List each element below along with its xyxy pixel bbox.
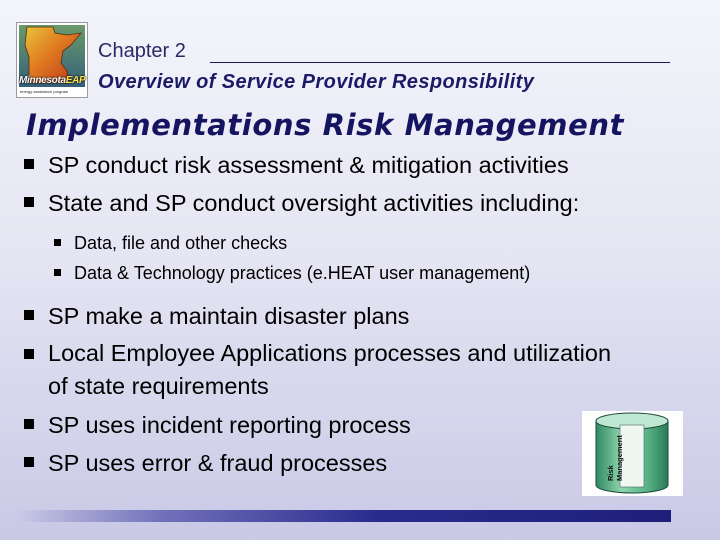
top-bullet-list	[24, 146, 684, 222]
sub-bullet-item: Data, file and other checks	[54, 228, 530, 258]
footer-bar	[16, 510, 671, 522]
bullet-item: SP make a maintain disaster plans	[24, 297, 684, 335]
chapter-underline	[210, 62, 670, 63]
chapter-label: Chapter 2	[98, 40, 186, 62]
badge-label: Risk Management	[606, 435, 624, 481]
square-bullet-icon	[54, 269, 61, 276]
bullet-item: State and SP conduct oversight activities including:	[24, 184, 684, 222]
logo-tagline: energy assistance program	[20, 89, 69, 94]
square-bullet-icon	[24, 197, 34, 207]
minnesota-eap-logo	[16, 22, 88, 98]
square-bullet-icon	[24, 457, 34, 467]
square-bullet-icon	[24, 310, 34, 320]
cylinder-icon	[582, 411, 683, 496]
slide-title: Implementations Risk Management	[26, 108, 625, 142]
risk-management-badge	[582, 411, 683, 496]
bullet-item: SP uses error & fraud processes	[24, 444, 684, 482]
sub-bullet-item: Data & Technology practices (e.HEAT user management)	[54, 258, 530, 288]
square-bullet-icon	[24, 349, 34, 359]
bullet-item: SP uses incident reporting process	[24, 406, 684, 444]
slide-subtitle: Overview of Service Provider Responsibility	[98, 71, 535, 93]
sub-bullet-list	[54, 228, 530, 288]
square-bullet-icon	[24, 159, 34, 169]
bullet-item: Local Employee Applications processes and utilization of state requirements	[24, 335, 628, 406]
square-bullet-icon	[54, 239, 61, 246]
bullet-item: SP conduct risk assessment & mitigation activities	[24, 146, 684, 184]
square-bullet-icon	[24, 419, 34, 429]
logo-brand-text: MinnesotaEAP	[19, 75, 86, 86]
